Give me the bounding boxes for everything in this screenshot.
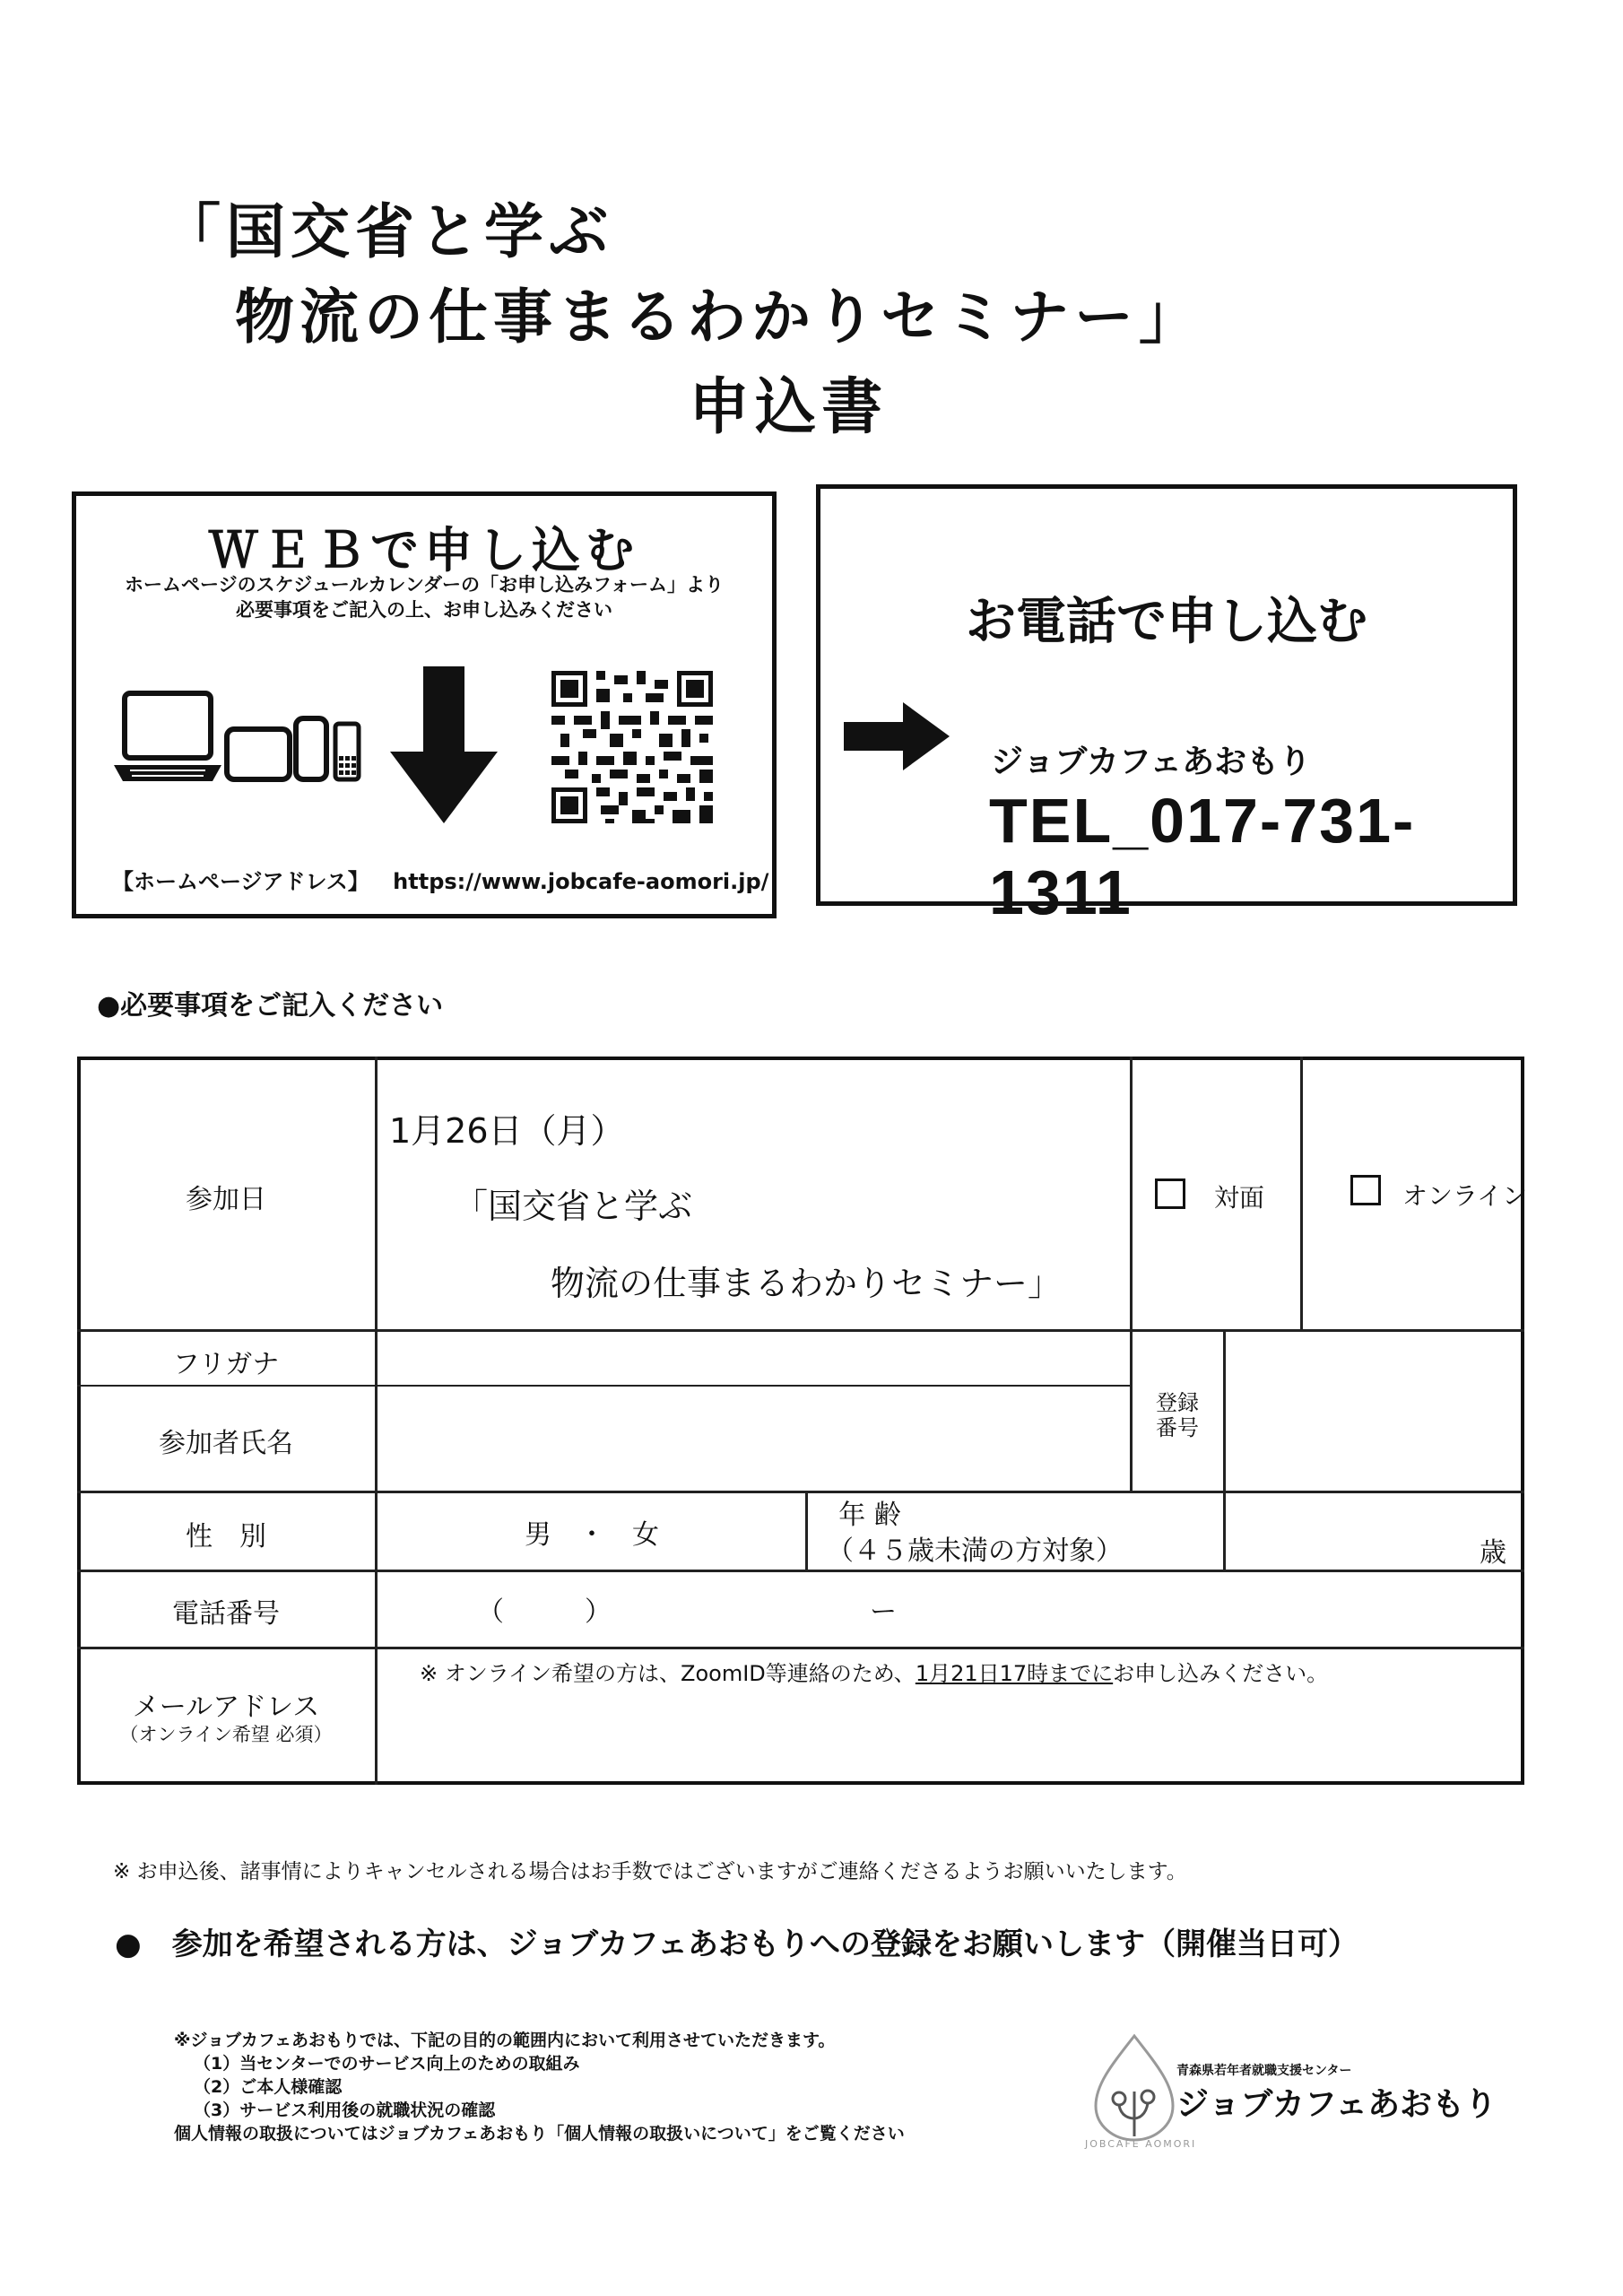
logo-name: ジョブカフェあおもり <box>1176 2086 1497 2123</box>
privacy-line-2: （1）当センターでのサービス向上のための取組み <box>194 2054 580 2074</box>
registration-number-input[interactable] <box>1227 1333 1521 1489</box>
jobcafe-logo-icon <box>1085 2029 1184 2154</box>
registration-label-1: 登録 <box>1156 1390 1199 1415</box>
email-input[interactable] <box>378 1695 1519 1781</box>
email-note-post: お申し込みください。 <box>1113 1661 1329 1686</box>
online-checkbox[interactable] <box>1350 1175 1381 1205</box>
privacy-line-3: （2）ご本人様確認 <box>194 2077 343 2097</box>
email-note <box>420 1656 1328 1687</box>
privacy-line-5: 個人情報の取扱についてはジョブカフェあおもり「個人情報の取扱いについて」をご覧ください <box>174 2124 905 2144</box>
title-line-1: 「国交省と学ぶ <box>161 197 613 266</box>
register-note: ● 参加を希望される方は、ジョブカフェあおもりへの登録をお願いします（開催当日可） <box>115 1926 1358 1962</box>
name-label: 参加者氏名 <box>159 1428 293 1459</box>
web-note-1: ホームページのスケジュールカレンダーの「お申し込みフォーム」より <box>125 574 724 596</box>
laptop-tablet-phone-icon <box>112 684 372 792</box>
col-line <box>1223 1329 1226 1571</box>
gender-label: 性 別 <box>186 1521 266 1552</box>
phone-heading: お電話で申し込む <box>966 593 1367 651</box>
jobcafe-logo <box>1085 2029 1515 2154</box>
row-line <box>77 1329 1524 1332</box>
date-value: 1月26日（月） <box>389 1111 625 1151</box>
email-label: メールアドレス <box>132 1692 320 1723</box>
col-line <box>375 1057 378 1785</box>
cancel-note: ※ お申込後、諸事情によりキャンセルされる場合はお手数ではございますがご連絡くださるようお願いいたします。 <box>113 1860 1187 1883</box>
email-note-deadline: 1月21日17時までに <box>915 1661 1114 1686</box>
phone-area-code[interactable]: （ ） <box>477 1596 612 1628</box>
row-line <box>77 1491 1524 1493</box>
name-input[interactable] <box>378 1388 1128 1489</box>
age-unit: 歳 <box>1480 1537 1506 1569</box>
age-condition: （４５歳未満の方対象） <box>827 1535 1123 1567</box>
title-line-3: 申込書 <box>689 372 889 443</box>
age-input[interactable] <box>1227 1494 1469 1568</box>
seminar-name-line-2: 物流の仕事まるわかりセミナー」 <box>551 1264 1063 1303</box>
homepage-address <box>112 864 768 895</box>
inperson-checkbox[interactable] <box>1155 1178 1185 1209</box>
web-note-2: 必要事項をご記入の上、お申し込みください <box>236 599 612 621</box>
email-sublabel: （オンライン希望 必須） <box>119 1724 333 1745</box>
arrow-down-icon <box>386 666 502 828</box>
phone-dash: ー <box>870 1596 897 1628</box>
privacy-line-4: （3）サービス利用後の就職状況の確認 <box>194 2100 496 2120</box>
seminar-name-line-1: 「国交省と学ぶ <box>454 1187 693 1226</box>
web-apply-box <box>72 491 777 918</box>
logo-subtitle: 青森県若年者就職支援センター <box>1176 2064 1352 2078</box>
online-label: オンライン <box>1402 1181 1528 1211</box>
phone-cafe-name: ジョブカフェあおもり <box>991 744 1312 780</box>
furigana-label: フリガナ <box>172 1349 280 1380</box>
web-heading: ＷＥＢで申し込む <box>209 522 639 578</box>
title-line-2: 物流の仕事まるわかりセミナー」 <box>235 283 1203 352</box>
phone-apply-box <box>816 484 1517 927</box>
privacy-line-1: ※ジョブカフェあおもりでは、下記の目的の範囲内において利用させていただきます。 <box>174 2031 836 2050</box>
phone-number[interactable]: TEL_017-731-1311 <box>989 786 1416 927</box>
form-heading: ●必要事項をご記入ください <box>97 990 444 1022</box>
homepage-url-link[interactable]: https://www.jobcafe-aomori.jp/ <box>393 869 769 894</box>
date-label: 参加日 <box>186 1184 266 1215</box>
age-label: 年 齢 <box>838 1500 901 1531</box>
row-line <box>77 1570 1524 1572</box>
application-form-table <box>77 1057 1528 1785</box>
gender-options[interactable]: 男 ・ 女 <box>525 1519 659 1551</box>
row-line <box>77 1385 1132 1387</box>
furigana-input[interactable] <box>378 1333 1128 1383</box>
logo-mark-text: JOBCAFE AOMORI <box>1085 2138 1197 2150</box>
email-note-pre: ※ オンライン希望の方は、ZoomID等連絡のため、 <box>420 1661 916 1686</box>
arrow-right-icon <box>844 700 951 772</box>
homepage-label: 【ホームページアドレス】 <box>112 869 369 894</box>
qr-code-icon <box>551 671 713 823</box>
phone-label: 電話番号 <box>172 1598 280 1630</box>
registration-label-2: 番号 <box>1156 1415 1199 1440</box>
row-line <box>77 1647 1524 1649</box>
inperson-label: 対面 <box>1214 1183 1265 1213</box>
col-line <box>1300 1057 1303 1331</box>
